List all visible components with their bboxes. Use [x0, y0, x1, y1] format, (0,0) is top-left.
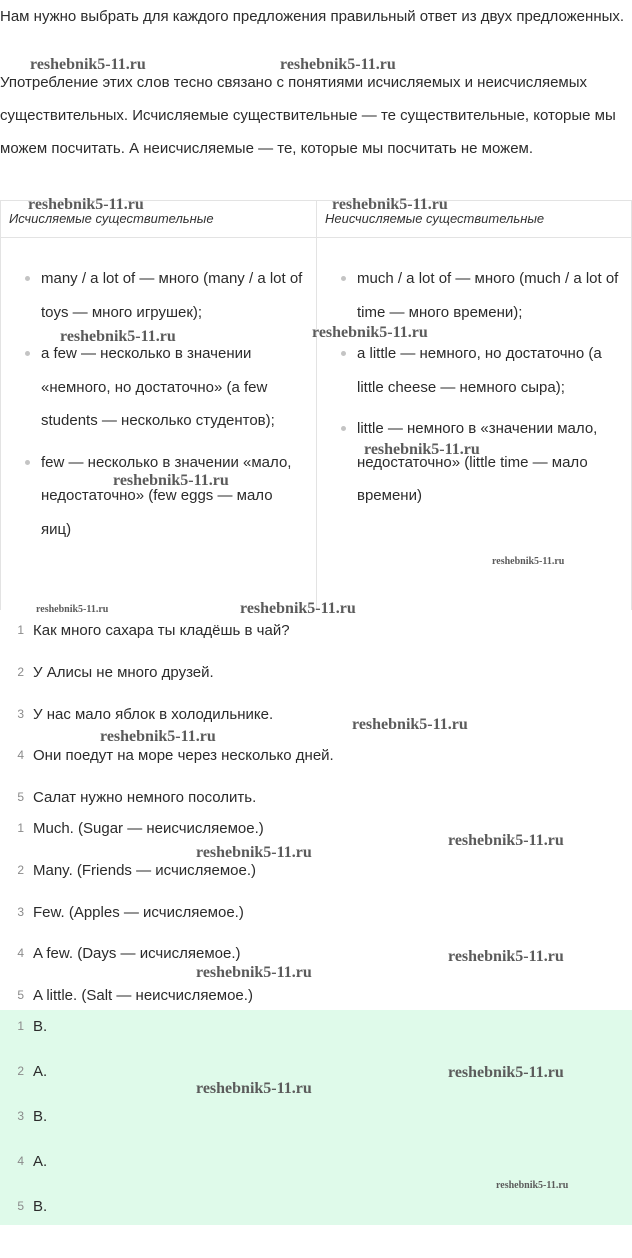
list-item: 2 A.	[17, 1063, 48, 1080]
watermark: reshebnik5-11.ru	[448, 1064, 564, 1081]
watermark: reshebnik5-11.ru	[36, 604, 109, 615]
list-item: 3 Few. (Apples — исчисляемое.)	[17, 903, 244, 921]
list-item: 5 Салат нужно немного посолить.	[17, 789, 257, 806]
countable-item: few — несколько в значении «мало, недостаточно» (few eggs — мало яиц)	[1, 446, 316, 547]
countable-header: Исчисляемые существительные	[1, 200, 316, 238]
countable-list	[1, 262, 316, 554]
watermark: reshebnik5-11.ru	[196, 844, 312, 861]
list-item: 3 B.	[17, 1108, 48, 1125]
question-list	[0, 610, 632, 819]
countable-item: many / a lot of — много (many / a lot of toys — много игрушек);	[1, 262, 316, 329]
intro-paragraph-2: Употребление этих слов тесно связано с понятиями исчисляемых и неисчисляемых существительных. Исчисляемые существительные — те существительные, которые мы можем посчитать. А неисчисляемые — те, которые мы посчитать не можем.	[0, 74, 616, 157]
watermark: reshebnik5-11.ru	[492, 556, 565, 567]
watermark: reshebnik5-11.ru	[28, 196, 144, 213]
watermark: reshebnik5-11.ru	[364, 441, 480, 458]
watermark: reshebnik5-11.ru	[448, 832, 564, 849]
list-item: 4 A few. (Days — исчисляемое.)	[17, 945, 241, 963]
list-item: 4 Они поедут на море через несколько дней.	[17, 747, 334, 765]
watermark: reshebnik5-11.ru	[196, 1080, 312, 1097]
noun-table	[0, 200, 632, 610]
uncountable-item: a little — немного, но достаточно (a little cheese — немного сыра);	[317, 337, 631, 404]
watermark: reshebnik5-11.ru	[312, 324, 428, 341]
watermark: reshebnik5-11.ru	[496, 1180, 569, 1191]
uncountable-header: Неисчисляемые существительные	[317, 200, 631, 238]
watermark: reshebnik5-11.ru	[352, 716, 468, 733]
watermark: reshebnik5-11.ru	[100, 728, 216, 745]
countable-column	[0, 200, 316, 610]
watermark: reshebnik5-11.ru	[60, 328, 176, 345]
intro-paragraph-1: Нам нужно выбрать для каждого предложения правильный ответ из двух предложенных.	[0, 8, 625, 25]
list-item: 1 Как много сахара ты кладёшь в чай?	[17, 622, 290, 639]
list-item: 4 A.	[17, 1153, 48, 1170]
list-item: 5 A little. (Salt — неисчисляемое.)	[17, 987, 253, 1004]
watermark: reshebnik5-11.ru	[240, 600, 356, 617]
list-item: 1 B.	[17, 1018, 48, 1035]
list-item: 2 Many. (Friends — исчисляемое.)	[17, 861, 257, 879]
watermark: reshebnik5-11.ru	[332, 196, 448, 213]
countable-item: a few — несколько в значении «немного, но достаточно» (a few students — несколько студентов);	[1, 337, 316, 438]
list-item: 1 Much. (Sugar — неисчисляемое.)	[17, 820, 264, 837]
watermark: reshebnik5-11.ru	[113, 472, 229, 489]
watermark: reshebnik5-11.ru	[30, 56, 146, 73]
list-item: 2 У Алисы не много друзей.	[17, 663, 214, 681]
uncountable-column	[316, 200, 632, 610]
watermark: reshebnik5-11.ru	[280, 56, 396, 73]
uncountable-item: much / a lot of — много (much / a lot of time — много времени);	[317, 262, 631, 329]
uncountable-item: little — немного в «значении мало, недостаточно» (little time — мало времени)	[317, 412, 631, 513]
uncountable-list	[317, 262, 631, 521]
watermark: reshebnik5-11.ru	[196, 964, 312, 981]
list-item: 3 У нас мало яблок в холодильнике.	[17, 705, 274, 723]
watermark: reshebnik5-11.ru	[448, 948, 564, 965]
list-item: 5 B.	[17, 1198, 48, 1215]
answer-list	[0, 1010, 632, 1225]
